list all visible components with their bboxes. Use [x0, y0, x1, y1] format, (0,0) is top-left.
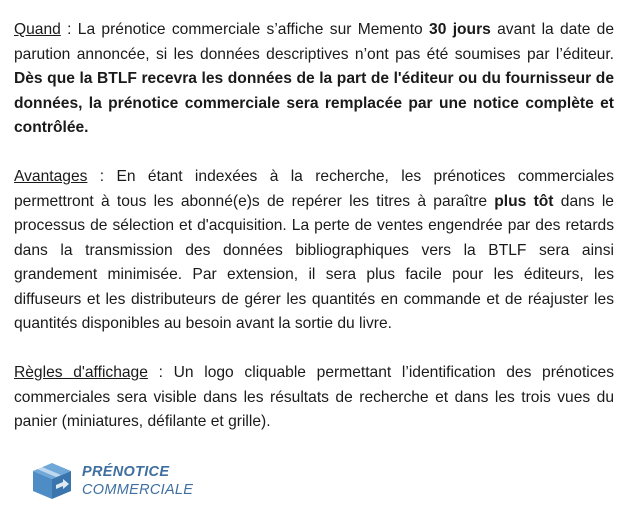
section-label-regles: Règles d'affichage: [14, 364, 148, 381]
emphasis-text: Dès que la BTLF recevra les données de la part de l'éditeur ou du fournisseur de données, la prénotice commerciale sera remplacée par une notice complète et contrôlée.: [14, 70, 614, 136]
paragraph-regles: [14, 361, 614, 435]
emphasis-text: plus tôt: [494, 192, 554, 210]
separator: :: [60, 21, 78, 38]
prenotice-commerciale-logo[interactable]: [30, 461, 193, 501]
paragraph-text: Un logo cliquable permettant l’identification des prénotices commerciales sera visible dans les résultats de recherche et dans les trois vues du panier (miniatures, défilante et grille).: [14, 364, 615, 430]
separator: :: [87, 168, 117, 185]
paragraph-text: dans le processus de sélection et d'acquisition. La perte de ventes engendrée par des retards dans la transmission des données bibliographiques vers la BTLF sera ainsi grandement minimisée. Par extension, il sera plus facile pour les éditeurs, les diffuseurs et les distributeurs de gérer les quantités en commande et de réajuster les quantités disponibles au besoin avant la sortie du livre.: [14, 192, 614, 332]
paragraph-avantages: [14, 165, 614, 337]
paragraph-text: avant la date de parution annoncée, si les données descriptives n’ont pas été soumises par l’éditeur.: [14, 21, 615, 63]
logo-subtitle: COMMERCIALE: [82, 482, 194, 498]
logo-title: PRÉNOTICE: [82, 464, 170, 480]
paragraph-spacer: [14, 141, 614, 166]
document-body: [14, 18, 614, 435]
section-label-avantages: Avantages: [14, 168, 88, 185]
box-icon: [30, 461, 74, 501]
paragraph-quand: [14, 18, 614, 141]
paragraph-text: En étant indexées à la recherche, les prénotices commerciales permettront à tous les abonné(e)s de repérer les titres à paraître: [14, 168, 615, 210]
paragraph-text: La prénotice commerciale s’affiche sur Memento: [77, 21, 430, 38]
paragraph-spacer: [14, 337, 614, 362]
separator: :: [147, 364, 174, 381]
section-label-quand: Quand: [14, 21, 61, 38]
logo-wordmark: [82, 463, 193, 499]
emphasis-text: 30 jours: [429, 21, 491, 38]
